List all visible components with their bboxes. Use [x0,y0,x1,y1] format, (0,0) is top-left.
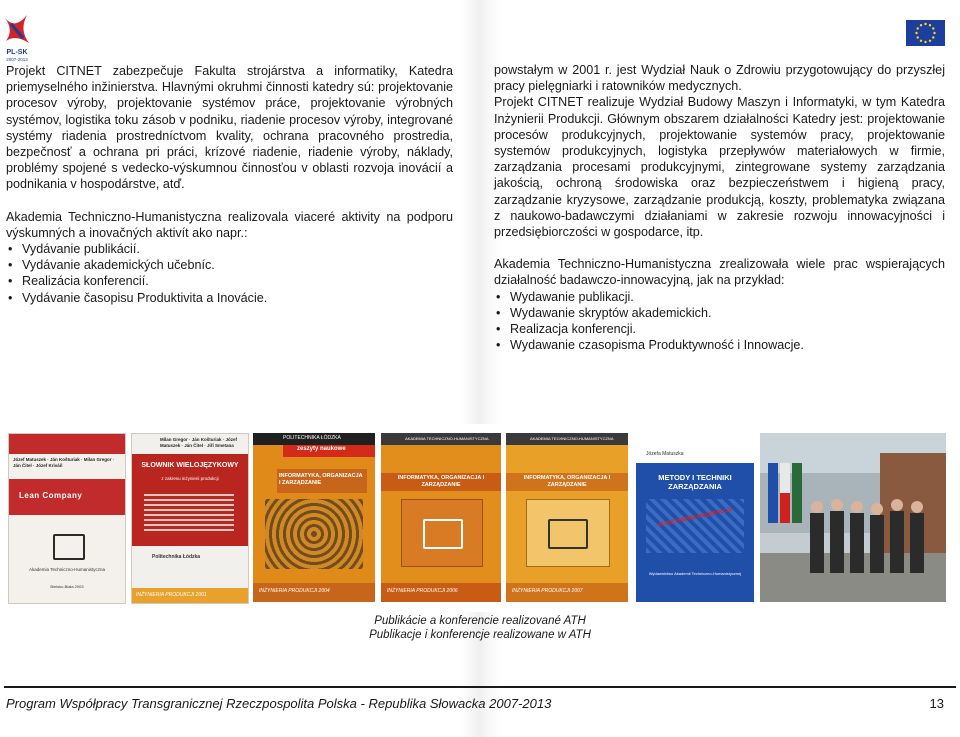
conference-group-photo [760,433,946,602]
left-bullet-list [6,241,453,306]
book6-publisher: Wydawnictwo Akademii Techniczno-Humanistycznej [648,571,742,576]
book1-publisher: Akademia Techniczno-Humanistyczna [29,567,105,572]
list-item: • Realizácia konferencií. [6,273,453,289]
book1-city: Bielsko-Biała 2003 [50,584,84,589]
ath-logo-icon [548,519,588,549]
list-item: • Vydávanie časopisu Produktivita a Inovácie. [6,290,453,306]
book3-publisher: POLITECHNIKA ŁÓDZKA [283,435,341,441]
eu-flag-icon [906,20,945,46]
logo-years: 2007-2013 [6,57,28,62]
list-item: • Wydawanie skryptów akademickich. [494,305,945,321]
book-cover-informatyka-2006 [381,433,501,602]
right-column-polish [494,62,945,353]
right-paragraph-3: Akademia Techniczno-Humanistyczna zrealizowała wiele prac wspierających działalność badawczo-innowacyjną, jak na przykład: [494,257,945,288]
book5-footer: INŻYNIERIA PRODUKCJI 2007 [512,588,583,594]
book3-footer: INŻYNIERIA PRODUKCJI 2004 [259,588,330,594]
right-paragraph-1: powstałym w 2001 r. jest Wydział Nauk o Zdrowiu przygotowujący do przyszłej pracy pielęgniarki i ratowników medycznych. [494,63,945,94]
book5-publisher: AKADEMIA TECHNICZNO-HUMANISTYCZNA [530,436,614,441]
ath-logo-icon [423,519,463,549]
book5-title: INFORMATYKA, ORGANIZACJA I ZARZĄDZANIE [523,475,611,488]
book4-title: INFORMATYKA, ORGANIZACJA I ZARZĄDZANIE [397,475,485,488]
right-paragraph-2: Projekt CITNET realizuje Wydział Budowy Maszyn i Informatyki, w tym Katedra Inżynierii Produkcji. Głównym obszarem działalności Katedry jest: projektowanie procesów produkcyjnych, projektowanie systemów pracy, projektowanie systemów produkcyjnych, logistyka przepływów materiałowych w firmie, zarządzania procesami produkcyjnymi, zintegrowane systemy zarządzania jakością, ochroną środowiska oraz bezpieczeństwem i higieną pracy, zarządzanie kryzysowe, zarządzanie produkcją, koszty, problematyka związana z naukowo-badawczymi działaniami w zakresie rozwoju innowacyjności i przedsiębiorczości w gospodarce, itp. [494,95,945,240]
page-number: 13 [929,696,944,711]
list-item: • Vydávanie akademických učebníc. [6,257,453,273]
publications-gallery [4,424,954,612]
right-bullet-list [494,289,945,354]
list-item: • Vydávanie publikácií. [6,241,453,257]
ath-logo-icon [53,534,85,560]
book2-authors: Milan Gregor · Ján Košturiak · Józef Matuszek · Ján Čitel · Jiří Smetana [160,437,238,448]
footer-program-title: Program Współpracy Transgranicznej Rzeczpospolita Polska - Republika Słowacka 2007-2013 [6,696,552,711]
book-cover-informatyka-2007 [506,433,628,602]
book1-title: Lean Company [19,491,83,500]
book6-editor: Józefa Matuszka [646,451,684,457]
footer-divider [4,686,956,688]
book-cover-informatyka-2004 [253,433,375,602]
gallery-caption [0,614,960,642]
list-item: • Wydawanie czasopisma Produktywność i Innowacje. [494,337,945,353]
book-cover-slownik [131,433,249,604]
left-paragraph-2: Akademia Techniczno-Humanistyczna realizovala viaceré aktivity na podporu výskumných a inovačných aktivít ako napr.: [6,209,453,240]
book4-footer: INŻYNIERIA PRODUKCJI 2006 [387,588,458,594]
book-cover-lean-company [8,433,126,604]
book6-title: METODY I TECHNIKI ZARZĄDZANIA [658,473,732,491]
left-column-slovak [6,63,453,306]
list-item: • Wydawanie publikacji. [494,289,945,305]
book2-publisher: Politechnika Łódzka [152,554,201,560]
book2-footer: INŻYNIERIA PRODUKCJI 2001 [136,592,207,598]
book-cover-metody-i-techniki [636,433,754,602]
logo-label: PL-SK [6,49,28,56]
list-item: • Realizacja konferencji. [494,321,945,337]
book1-authors: Józef Matuszek · Ján Košturiak · Milan Gregor · Ján Čitel · Józef Kriváň [13,457,115,468]
book2-title: SŁOWNIK WIELOJĘZYKOWY [141,462,239,469]
book3-series: zeszyty naukowe [297,446,346,452]
book3-title: INFORMATYKA, ORGANIZACJA I ZARZĄDZANIE [279,473,363,486]
caption-slovak: Publikácie a konferencie realizované ATH [374,615,586,627]
book2-subtitle: z zakresu inżynierii produkcji [161,476,219,481]
plsk-program-logo [2,12,32,64]
book4-publisher: AKADEMIA TECHNICZNO-HUMANISTYCZNA [405,436,489,441]
book6-banner: W INŻYNIERII PRODUKCJI [657,507,733,529]
caption-polish: Publikacje i konferencje realizowane w ATH [369,629,591,641]
left-paragraph-1: Projekt CITNET zabezpečuje Fakulta strojárstva a informatiky, Katedra priemyselného inžinierstva. Hlavnými okruhmi činnosti katedry sú: projektovanie procesov výroby, projektovanie systémov práce, projektovanie výrobných systémov, logistika toku zásob v podniku, riadenie procesov výroby, integrované systémy riadenia prostredníctvom kvality, ochrana pracovného prostredia, bezpečnosť a ochrana pri práci, krízové riadenie, riadenie výroby, náklady, problémy spojené s vedecko-výskumnou činnosťou v oblasti rozvoja inovácií a podnikania v hospodárstve, atď. [6,64,453,192]
